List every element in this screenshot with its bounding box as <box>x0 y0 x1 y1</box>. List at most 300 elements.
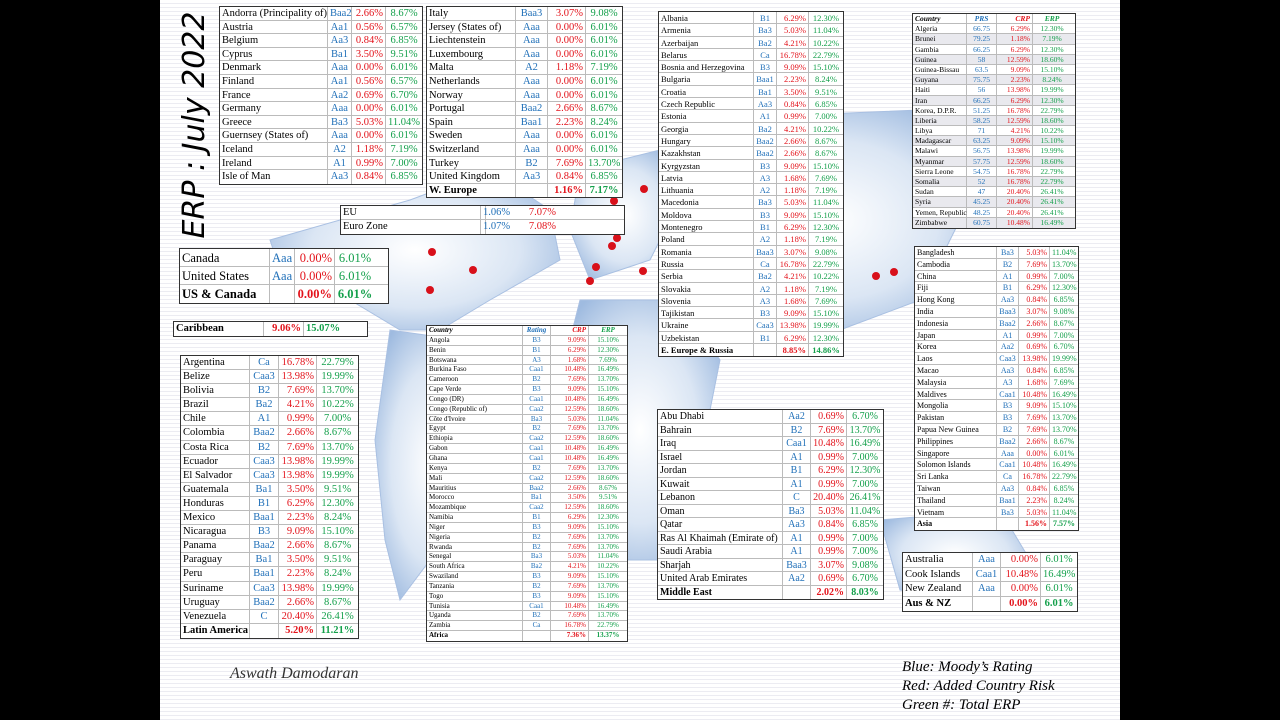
crp-value: 16.78% <box>1019 471 1050 482</box>
country-name: Belarus <box>659 49 754 60</box>
erp-value: 6.01% <box>390 130 418 142</box>
rating-value: Caa2 <box>523 405 551 414</box>
country-name: Cyprus <box>220 48 328 61</box>
country-name: Morocco <box>427 493 523 502</box>
country-name: Montenegro <box>659 221 754 232</box>
rating-value: 54.75 <box>967 167 997 176</box>
crp-value: 12.59% <box>551 474 589 483</box>
rating-value: B2 <box>783 424 811 437</box>
erp-value: 6.01% <box>1045 554 1073 565</box>
erp-value: 6.85% <box>390 171 418 183</box>
table-row <box>181 596 358 610</box>
erp-value: 10.22% <box>1040 126 1064 136</box>
erp-value: 13.70% <box>597 611 619 620</box>
table-row <box>427 523 627 533</box>
rating-value: Rating <box>523 326 551 335</box>
erp-value: 7.19% <box>815 185 837 196</box>
country-name: Denmark <box>220 61 328 74</box>
erp-value: 8.67% <box>323 596 352 608</box>
crp-value: 7.69% <box>551 543 589 552</box>
table-total-row <box>174 322 367 336</box>
table-row <box>181 356 358 370</box>
crp-value: 16.78% <box>997 177 1033 186</box>
erp-value: 11.04% <box>813 25 839 36</box>
crp-value: 6.29% <box>777 332 809 343</box>
crp-value: 3.50% <box>551 493 589 502</box>
erp-value: 18.60% <box>597 404 619 413</box>
erp-value: 6.01% <box>390 103 418 115</box>
erp-value: 8.24% <box>1053 495 1075 505</box>
erp-value: 8.67% <box>815 148 837 159</box>
country-name: Guatemala <box>181 483 250 496</box>
erp-value: 12.30% <box>812 222 840 233</box>
erp-value: 9.51% <box>815 86 837 97</box>
country-name: Malaysia <box>915 377 997 388</box>
country-name: Korea, D.P.R. <box>913 106 967 115</box>
table-row <box>181 469 358 483</box>
table-row <box>915 377 1078 389</box>
crp-value: 0.00% <box>548 75 586 88</box>
rating-value: Caa1 <box>783 437 811 450</box>
crp-value: 0.99% <box>811 478 847 491</box>
erp-value: 6.01% <box>1053 448 1075 458</box>
country-name: Hong Kong <box>915 294 997 305</box>
erp-value: 8.24% <box>323 512 352 524</box>
rating-value: Baa3 <box>754 246 777 257</box>
rating-value: 60.75 <box>967 218 997 228</box>
country-name: Iceland <box>220 143 328 156</box>
country-name: Korea <box>915 341 997 352</box>
country-name: Yemen, Republic <box>915 207 967 217</box>
crp-value: 9.09% <box>777 61 809 72</box>
rating-value: 51.25 <box>967 106 997 115</box>
crp-value: 6.29% <box>279 497 317 510</box>
marker-dot <box>426 286 434 294</box>
country-name: Tanzania <box>427 582 523 591</box>
erp-value: 9.08% <box>815 246 837 257</box>
erp-value: 9.08% <box>852 559 878 571</box>
country-name: Ras Al Khaimah (Emirate of) <box>658 532 783 545</box>
rating-value: Ba3 <box>754 24 777 35</box>
country-name: Nigeria <box>427 533 523 542</box>
table-total-row <box>659 344 843 356</box>
table-row <box>220 116 422 130</box>
rating-value: Caa3 <box>250 370 279 383</box>
rating-value: B2 <box>523 582 551 591</box>
erp-value: 13.70% <box>1052 259 1077 269</box>
rating-value: Baa2 <box>754 135 777 146</box>
table-row <box>427 484 627 494</box>
erp-value: 15.10% <box>812 160 840 171</box>
crp-value: 1.18% <box>352 143 386 156</box>
erp-value: 15.10% <box>812 209 840 220</box>
crp-value: 13.98% <box>997 146 1033 155</box>
crp-value: 7.69% <box>1019 412 1050 423</box>
rating-value: Baa1 <box>250 511 279 524</box>
erp-value: 6.01% <box>590 48 618 60</box>
erp-value: 7.17% <box>589 184 619 196</box>
country-name: Bolivia <box>181 384 250 397</box>
rating-value: Aa3 <box>997 365 1019 376</box>
rating-value: 1.07% <box>483 221 511 232</box>
erp-value: 6.01% <box>337 287 373 301</box>
crp-value: 0.69% <box>1019 341 1050 352</box>
country-name: Somalia <box>913 177 967 186</box>
crp-value: 10.48% <box>1019 389 1050 400</box>
erp-value: 13.70% <box>849 424 881 436</box>
rating-value: B3 <box>523 592 551 601</box>
erp-value: 12.30% <box>849 465 881 476</box>
legend <box>902 658 1055 715</box>
country-name: Indonesia <box>915 318 997 329</box>
country-name: Congo (Republic of) <box>427 405 523 414</box>
erp-value: 13.70% <box>597 532 619 541</box>
crp-value: 0.00% <box>352 129 386 142</box>
table-row <box>427 395 627 405</box>
table-row <box>658 410 883 424</box>
country-name: China <box>915 271 997 282</box>
country-name: Chile <box>181 412 250 425</box>
crp-value: 0.99% <box>777 110 809 121</box>
country-name: Brunei <box>913 34 967 43</box>
rating-value: Aaa <box>270 267 295 284</box>
crp-value: 0.99% <box>1019 271 1050 282</box>
country-name: Uruguay <box>181 596 250 609</box>
table-row <box>181 370 358 384</box>
rating-value: Ba3 <box>783 505 811 518</box>
eastern-europe-russia-table <box>658 11 844 357</box>
erp-value: 6.01% <box>590 21 618 33</box>
country-name: Uganda <box>427 611 523 620</box>
erp-value: 26.41% <box>849 492 881 503</box>
rating-value: Aa3 <box>783 518 811 531</box>
crp-value: 0.99% <box>811 451 847 464</box>
country-name: US & Canada <box>180 285 270 303</box>
country-name: Bosnia and Herzegovina <box>659 61 754 72</box>
rating-value <box>754 344 777 356</box>
erp-value: 11.04% <box>849 505 881 517</box>
crp-value: 9.09% <box>551 523 589 532</box>
rating-value: 66.25 <box>967 45 997 54</box>
crp-value: 2.66% <box>279 539 317 552</box>
country-name: Burkina Faso <box>427 365 523 374</box>
crp-value: 7.69% <box>1019 259 1050 270</box>
country-name: Solomon Islands <box>915 459 997 470</box>
rating-value: Caa1 <box>523 602 551 611</box>
country-name: Sierra Leone <box>913 167 967 176</box>
country-name: Mongolia <box>915 400 997 411</box>
table-row <box>181 497 358 511</box>
country-name: Spain <box>427 116 516 129</box>
crp-value: 0.84% <box>352 170 386 184</box>
marker-dot <box>428 248 436 256</box>
crp-value: 5.20% <box>279 624 317 638</box>
crp-value: 0.69% <box>352 89 386 102</box>
erp-value: 15.10% <box>812 308 840 319</box>
crp-value: 16.78% <box>777 49 809 60</box>
table-row <box>427 464 627 474</box>
erp-value: 19.99% <box>321 371 354 383</box>
crp-value: 10.48% <box>551 454 589 463</box>
crp-value: 2.66% <box>1019 436 1050 447</box>
country-name: Mozambique <box>427 503 523 512</box>
crp-value: 7.36% <box>551 631 589 641</box>
table-row <box>220 89 422 103</box>
country-name: South Africa <box>427 562 523 571</box>
rating-value: B3 <box>754 209 777 220</box>
erp-value: 22.79% <box>1040 177 1064 186</box>
rating-value: A1 <box>783 545 811 558</box>
table-row <box>427 444 627 454</box>
country-name: Senegal <box>427 552 523 561</box>
crp-value: 9.09% <box>777 160 809 171</box>
table-row <box>913 126 1075 136</box>
table-row <box>915 282 1078 294</box>
table-row <box>427 48 622 62</box>
country-name: Netherlands <box>427 75 516 88</box>
rating-value: Baa2 <box>250 426 279 439</box>
erp-value: 13.70% <box>597 463 619 472</box>
table-row <box>220 21 422 35</box>
erp-value: 9.51% <box>323 483 352 495</box>
rating-value: Aaa <box>328 61 352 74</box>
table-row <box>427 552 627 562</box>
rating-value: Baa1 <box>997 495 1019 506</box>
rating-value: A2 <box>516 61 548 74</box>
country-name: Zimbabwe <box>913 218 967 228</box>
country-name: Iran <box>913 96 967 105</box>
rating-value: Ba1 <box>328 48 352 61</box>
erp-value: 6.01% <box>1045 583 1073 594</box>
crp-value: 1.68% <box>551 356 589 365</box>
rating-value: B3 <box>754 160 777 171</box>
table-row <box>659 319 843 331</box>
country-name: Malawi <box>913 146 967 155</box>
rating-value: B1 <box>754 12 777 23</box>
table-row <box>658 437 883 451</box>
country-name: E. Europe & Russia <box>659 344 754 356</box>
table-row <box>659 172 843 184</box>
erp-value: 16.49% <box>1040 217 1064 227</box>
rating-value: Baa3 <box>997 306 1019 317</box>
table-row <box>220 129 422 143</box>
crp-value: 0.00% <box>548 89 586 102</box>
crp-value: 13.98% <box>279 370 317 383</box>
crp-value: 5.03% <box>1019 507 1050 518</box>
rating-value: 52 <box>967 177 997 186</box>
crp-value: 1.68% <box>777 172 809 183</box>
crp-value: 3.50% <box>352 48 386 61</box>
erp-value: 16.49% <box>597 394 619 403</box>
table-row <box>427 474 627 484</box>
table-header <box>913 14 1075 24</box>
rating-value: B2 <box>997 424 1019 435</box>
rating-value: Caa3 <box>250 469 279 482</box>
country-name: Latvia <box>659 172 754 183</box>
table-row <box>915 424 1078 436</box>
country-name: Benin <box>427 346 523 355</box>
country-name: United States <box>180 267 270 284</box>
crp-value: 10.48% <box>1019 459 1050 470</box>
country-name: Angola <box>427 336 523 345</box>
country-name: Côte d'Ivoire <box>427 415 523 424</box>
erp-value: 8.67% <box>590 103 618 115</box>
country-name: Costa Rica <box>181 441 250 454</box>
country-name: Jordan <box>658 464 783 477</box>
crp-value: 1.68% <box>777 295 809 306</box>
rating-value: B2 <box>523 533 551 542</box>
table-row <box>659 110 843 122</box>
crp-value: 5.03% <box>811 505 847 518</box>
rating-value: Ba3 <box>523 415 551 424</box>
country-name: Iraq <box>658 437 783 450</box>
country-name: Guernsey (States of) <box>220 129 328 142</box>
table-row <box>181 511 358 525</box>
rating-value: A1 <box>328 157 352 170</box>
legend-green: Green #: Total ERP <box>902 697 1021 713</box>
rating-value: Aa3 <box>328 170 352 184</box>
erp-value: 6.70% <box>852 411 878 422</box>
western-europe-table-right <box>426 6 623 198</box>
country-name: Asia <box>915 518 997 530</box>
table-row <box>903 568 1077 583</box>
crp-value: 9.09% <box>1019 400 1050 411</box>
crp-value: 1.16% <box>548 184 586 198</box>
country-name: Fiji <box>915 282 997 293</box>
table-total-row <box>427 184 622 198</box>
erp-value: 6.85% <box>1053 483 1075 493</box>
table-row <box>913 96 1075 106</box>
erp-value: 12.30% <box>597 345 619 354</box>
crp-value: 10.48% <box>1001 568 1041 582</box>
crp-value: 3.07% <box>811 559 847 572</box>
rating-value: Aa3 <box>328 34 352 47</box>
crp-value: 4.21% <box>551 562 589 571</box>
rating-value: Aaa <box>997 448 1019 459</box>
country-name: Portugal <box>427 102 516 115</box>
crp-value: 9.09% <box>551 572 589 581</box>
table-row <box>427 513 627 523</box>
rating-value: 75.75 <box>967 75 997 84</box>
erp-value: 18.60% <box>597 503 619 512</box>
erp-value: 19.99% <box>1040 146 1064 156</box>
country-name: Jersey (States of) <box>427 21 516 34</box>
erp-value: 6.85% <box>390 35 418 47</box>
crp-value: 10.48% <box>551 602 589 611</box>
table-row <box>220 34 422 48</box>
crp-value: CRP <box>551 326 589 335</box>
country-name: Moldova <box>659 209 754 220</box>
rating-value: A2 <box>754 283 777 294</box>
table-row <box>427 34 622 48</box>
rating-value <box>250 624 279 638</box>
country-name: Estonia <box>659 110 754 121</box>
country-name: Kenya <box>427 464 523 473</box>
country-name: Haiti <box>913 85 967 94</box>
crp-value: 3.50% <box>279 483 317 496</box>
erp-value: 9.51% <box>598 493 618 502</box>
country-name: Georgia <box>659 123 754 134</box>
crp-value: 13.98% <box>279 582 317 595</box>
country-name: Armenia <box>659 24 754 35</box>
country-name: Country <box>427 326 523 335</box>
marker-dot <box>639 267 647 275</box>
crp-value: 0.99% <box>352 157 386 170</box>
marker-dot <box>608 242 616 250</box>
table-row <box>659 37 843 49</box>
rating-value: Baa2 <box>250 596 279 609</box>
country-name: Macedonia <box>659 196 754 207</box>
country-name: Norway <box>427 89 516 102</box>
erp-value: 15.10% <box>812 62 840 73</box>
erp-value: 22.79% <box>1040 105 1064 115</box>
rating-value: Aaa <box>516 129 548 142</box>
table-row <box>913 157 1075 167</box>
rating-value: 57.75 <box>967 157 997 166</box>
erp-value: 7.69% <box>598 355 618 364</box>
rating-value: B2 <box>250 441 279 454</box>
table-row <box>659 73 843 85</box>
crp-value: 10.48% <box>551 444 589 453</box>
table-row <box>658 424 883 438</box>
crp-value: 12.59% <box>997 55 1033 64</box>
rating-value: 1.06% <box>483 207 511 218</box>
table-row <box>658 518 883 532</box>
crp-value: 13.98% <box>279 469 317 482</box>
table-row <box>658 572 883 586</box>
crp-value: 4.21% <box>997 126 1033 135</box>
crp-value: 6.29% <box>1019 282 1050 293</box>
rating-value: Ba2 <box>754 37 777 48</box>
country-name: Ecuador <box>181 455 250 468</box>
erp-value: 15.10% <box>321 526 354 538</box>
crp-value: 2.23% <box>548 116 586 129</box>
rating-value: Caa1 <box>997 459 1019 470</box>
erp-value: 7.00% <box>815 111 837 122</box>
country-name: Gabon <box>427 444 523 453</box>
erp-value: 8.03% <box>851 586 879 598</box>
country-name: Guinea-Bissau <box>913 65 967 74</box>
erp-value: 6.85% <box>1053 365 1075 375</box>
country-name: Singapore <box>915 448 997 459</box>
erp-value: 12.30% <box>1040 44 1064 54</box>
country-name: Rwanda <box>427 543 523 552</box>
crp-value: 20.40% <box>997 187 1033 196</box>
rating-value: B1 <box>754 332 777 343</box>
table-row <box>427 454 627 464</box>
table-row <box>913 136 1075 146</box>
crp-value: 1.18% <box>777 283 809 294</box>
erp-value: 10.22% <box>812 271 840 282</box>
country-name: Kazakhstan <box>659 147 754 158</box>
asia-table <box>914 246 1079 531</box>
slide <box>160 0 1120 720</box>
rating-value: Aa3 <box>997 483 1019 494</box>
table-row <box>915 389 1078 401</box>
table-row <box>181 539 358 553</box>
rating-value: Aa2 <box>783 410 811 423</box>
crp-value: 3.50% <box>279 553 317 566</box>
crp-value: 1.18% <box>997 34 1033 43</box>
table-row <box>913 116 1075 126</box>
rating-value: 47 <box>967 187 997 196</box>
table-row <box>220 157 422 171</box>
erp-value: 13.70% <box>597 542 619 551</box>
rating-value: Baa1 <box>516 116 548 129</box>
country-name: Euro Zone <box>341 220 481 234</box>
table-row <box>659 332 843 344</box>
rating-value: Baa2 <box>754 147 777 158</box>
